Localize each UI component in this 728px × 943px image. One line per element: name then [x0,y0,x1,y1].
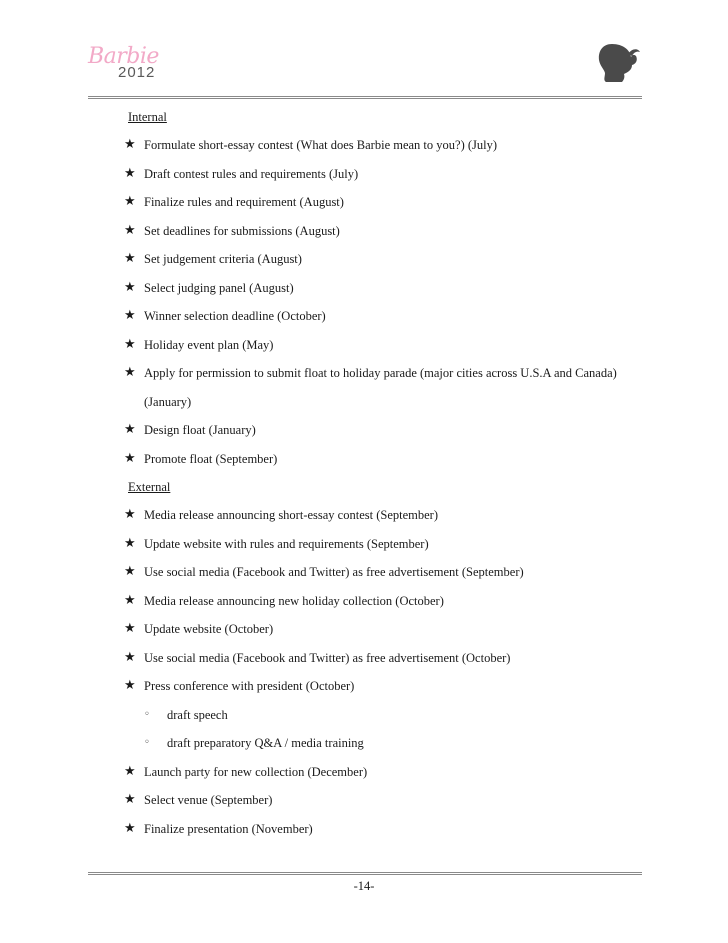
star-bullet-icon: ★ [124,535,136,551]
list-item: ★ Finalize presentation (November) [124,818,664,847]
list-item: ★ Holiday event plan (May) [124,334,664,363]
star-bullet-icon: ★ [124,507,136,522]
sub-list-item: ◦ draft preparatory Q&A / media training [124,732,664,761]
star-bullet-icon: ★ [124,308,136,323]
star-bullet-icon: ★ [124,792,136,807]
list-item: ★ Media release announcing short-essay contest (September) [124,504,664,533]
star-bullet-icon: ★ [124,365,136,380]
list-item: ★ Design float (January) [124,419,664,448]
star-bullet-icon: ★ [124,678,136,693]
external-heading: External [128,480,171,494]
star-bullet-icon: ★ [124,222,136,238]
star-bullet-icon: ★ [124,820,136,836]
list-item: ★ Set deadlines for submissions (August) [124,220,664,249]
circle-bullet-icon: ◦ [144,708,150,720]
star-bullet-icon: ★ [124,592,136,608]
star-bullet-icon: ★ [124,165,136,181]
list-item: ★ Promote float (September) [124,448,664,477]
list-item: ★ Media release announcing new holiday collection (October) [124,590,664,619]
list-item: ★ Winner selection deadline (October) [124,305,664,334]
list-item: ★ Update website (October) [124,618,664,647]
star-bullet-icon: ★ [124,564,136,579]
list-item: ★ Use social media (Facebook and Twitter) as free advertisement (September) [124,561,664,590]
barbie-2012-logo [88,44,178,82]
internal-heading: Internal [128,110,167,124]
star-bullet-icon: ★ [124,251,136,266]
list-item: ★ Set judgement criteria (August) [124,248,664,277]
star-bullet-icon: ★ [124,137,136,152]
list-item-continuation: (January) [144,394,192,409]
list-item: ★ Press conference with president (October) [124,675,664,704]
list-item: ★ Finalize rules and requirement (August) [124,191,664,220]
logo-script: Barbie [88,44,159,69]
header-rule [88,96,642,99]
list-item: ★ Select venue (September) [124,789,664,818]
star-bullet-icon: ★ [124,336,136,352]
star-bullet-icon: ★ [124,422,136,437]
circle-bullet-icon: ◦ [144,737,150,748]
barbie-silhouette-icon [592,40,642,86]
star-bullet-icon: ★ [124,450,136,466]
page-number: -14- [353,879,375,893]
star-bullet-icon: ★ [124,621,136,636]
star-bullet-icon: ★ [124,194,136,209]
footer-rule [88,872,642,875]
sub-list-item: ◦ draft speech [124,704,664,733]
star-bullet-icon: ★ [124,649,136,665]
list-item: ★ Use social media (Facebook and Twitter) as free advertisement (October) [124,647,664,676]
list-item: ★ Apply for permission to submit float to holiday parade (major cities across U.S.A and Canada) [124,362,664,391]
list-item: ★ Formulate short-essay contest (What does Barbie mean to you?) (July) [124,134,664,163]
list-item: ★ Launch party for new collection (December) [124,761,664,790]
list-item: ★ Draft contest rules and requirements (July) [124,163,664,192]
list-item: ★ Select judging panel (August) [124,277,664,306]
star-bullet-icon: ★ [124,279,136,295]
logo-year: 2012 [118,64,156,81]
document-body [124,106,664,846]
star-bullet-icon: ★ [124,763,136,779]
list-item: ★ Update website with rules and requirements (September) [124,533,664,562]
